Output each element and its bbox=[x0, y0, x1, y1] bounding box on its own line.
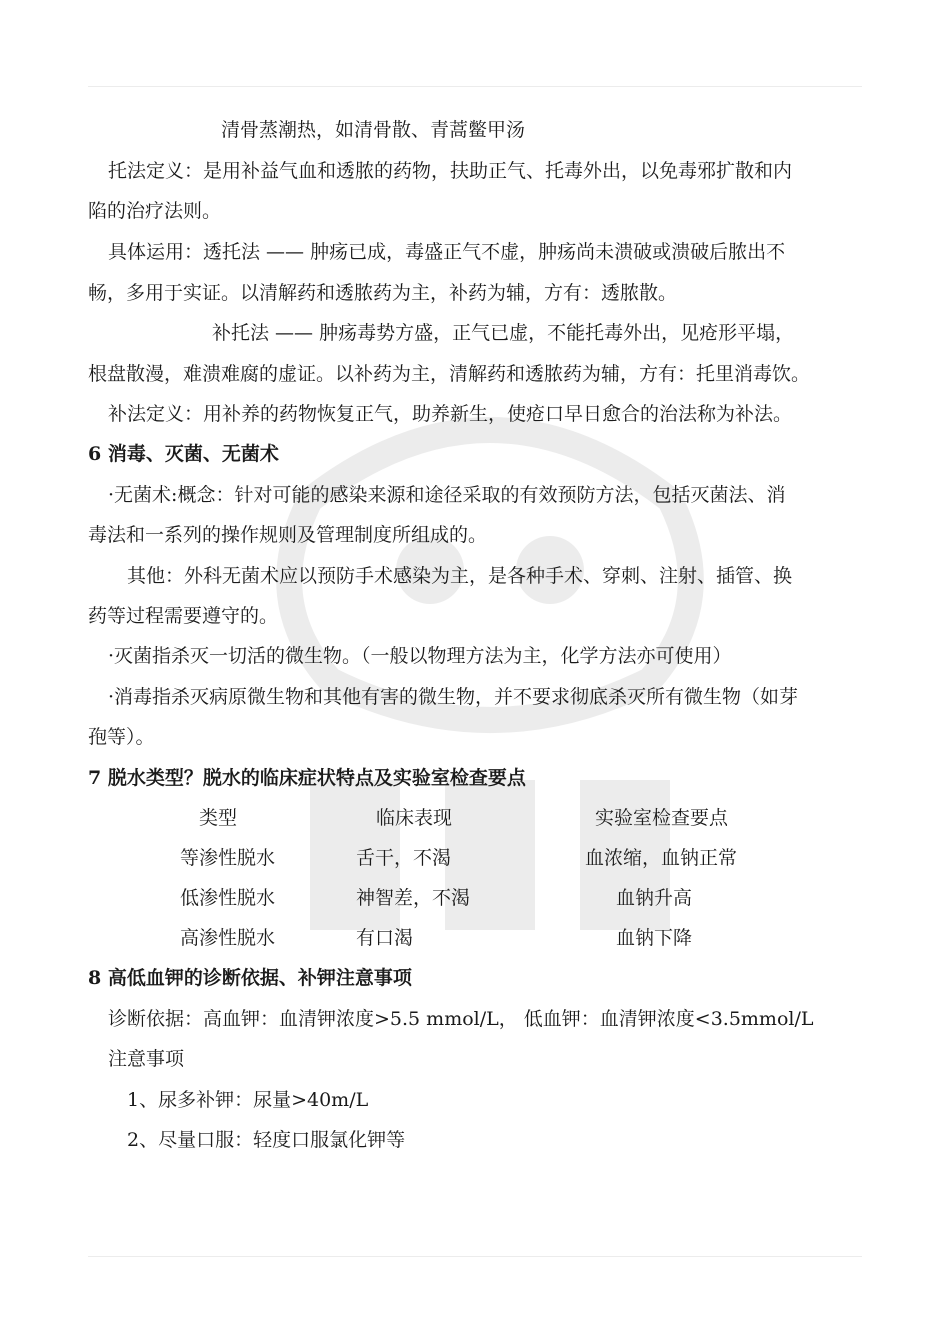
text-line-6: 补托法 —— 肿疡毒势方盛，正气已虚，不能托毒外出，见疮形平塌， bbox=[212, 322, 795, 344]
text-line-13: ·灭菌指杀灭一切活的微生物。（一般以物理方法为主，化学方法亦可使用） bbox=[108, 645, 732, 667]
text-line-11: 其他：外科无菌术应以预防手术感染为主，是各种手术、穿刺、注射、插管、换 bbox=[127, 565, 793, 587]
top-rule bbox=[88, 86, 862, 87]
table-header-clinical: 临床表现 bbox=[376, 807, 453, 829]
table-cell: 血钠下降 bbox=[616, 927, 693, 949]
table-header-lab: 实验室检查要点 bbox=[595, 807, 729, 829]
heading-7: 7 脱水类型？脱水的临床症状特点及实验室检查要点 bbox=[88, 767, 526, 789]
table-cell: 高渗性脱水 bbox=[180, 927, 276, 949]
text-line-15: 孢等）。 bbox=[88, 726, 155, 748]
text-line-16: 诊断依据：高血钾：血清钾浓度>5.5 mmol/L， 低血钾：血清钾浓度<3.5mmol/L bbox=[108, 1008, 814, 1030]
text-line-18: 1、尿多补钾：尿量>40m/L bbox=[127, 1089, 369, 1111]
text-line-14: ·消毒指杀灭病原微生物和其他有害的微生物，并不要求彻底杀灭所有微生物（如芽 bbox=[108, 686, 799, 708]
table-header-type: 类型 bbox=[199, 807, 238, 829]
text-line-1: 清骨蒸潮热，如清骨散、青蒿鳖甲汤 bbox=[221, 119, 526, 141]
table-cell: 血钠升高 bbox=[616, 887, 693, 909]
text-line-3: 陷的治疗法则。 bbox=[88, 200, 222, 222]
table-cell: 有口渴 bbox=[356, 927, 414, 949]
text-line-4: 具体运用：透托法 —— 肿疡已成，毒盛正气不虚，肿疡尚未溃破或溃破后脓出不 bbox=[108, 241, 786, 263]
text-line-8: 补法定义：用补养的药物恢复正气，助养新生，使疮口早日愈合的治法称为补法。 bbox=[108, 403, 793, 425]
text-line-7: 根盘散漫，难溃难腐的虚证。以补药为主，清解药和透脓药为辅，方有：托里消毒饮。 bbox=[88, 363, 811, 385]
text-line-12: 药等过程需要遵守的。 bbox=[88, 605, 279, 627]
text-line-17: 注意事项 bbox=[108, 1048, 185, 1070]
bottom-rule bbox=[88, 1256, 862, 1257]
table-cell: 等渗性脱水 bbox=[180, 847, 276, 869]
table-cell: 舌干，不渴 bbox=[356, 847, 452, 869]
table-cell: 低渗性脱水 bbox=[180, 887, 276, 909]
text-line-9: ·无菌术:概念：针对可能的感染来源和途径采取的有效预防方法，包括灭菌法、消 bbox=[108, 484, 786, 506]
table-cell: 神智差，不渴 bbox=[356, 887, 471, 909]
text-line-10: 毒法和一系列的操作规则及管理制度所组成的。 bbox=[88, 524, 488, 546]
text-line-2: 托法定义：是用补益气血和透脓的药物，扶助正气、托毒外出，以免毒邪扩散和内 bbox=[108, 160, 793, 182]
table-cell: 血浓缩，血钠正常 bbox=[585, 847, 738, 869]
text-line-19: 2、尽量口服：轻度口服氯化钾等 bbox=[127, 1129, 406, 1151]
heading-6: 6 消毒、灭菌、无菌术 bbox=[88, 443, 279, 465]
text-line-5: 畅，多用于实证。以清解药和透脓药为主，补药为辅，方有：透脓散。 bbox=[88, 282, 678, 304]
heading-8: 8 高低血钾的诊断依据、补钾注意事项 bbox=[88, 967, 412, 989]
